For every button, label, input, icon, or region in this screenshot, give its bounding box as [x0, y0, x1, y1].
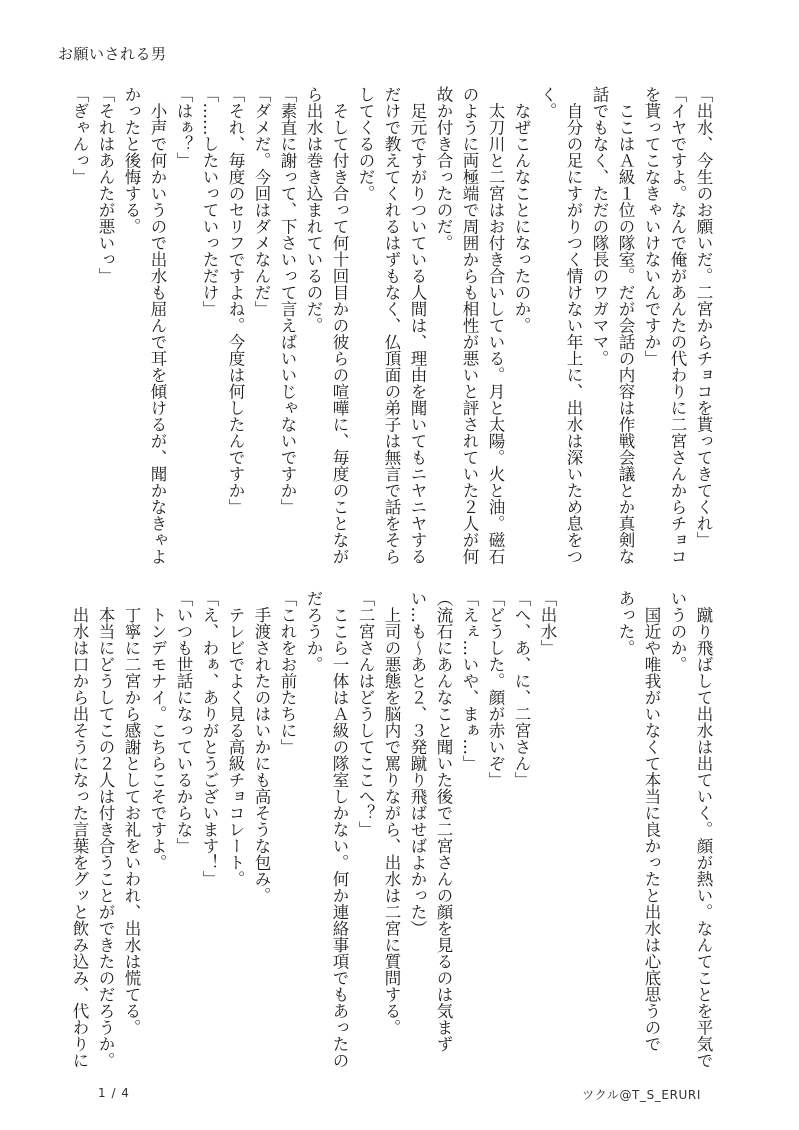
text-line: 「素直に謝って、下さいって言えばいいじゃないですか」 [278, 86, 297, 515]
text-line: かったと後悔する。 [122, 86, 141, 235]
lower-text-block [66, 590, 716, 1072]
text-line: だろうか。 [304, 590, 323, 673]
text-line: 「どうした。顔が赤いぞ」 [486, 590, 505, 788]
text-line: く。 [538, 86, 557, 119]
upper-text-block [66, 86, 716, 568]
text-line: 「え、わぁ、ありがとうございます！」 [200, 590, 219, 887]
text-line: 「出水、今生のお願いだ。二宮からチョコを貰ってきてくれ」 [694, 86, 713, 548]
author-credit: ツクル@T_S_ERURI [582, 1088, 701, 1102]
text-line: してくるのだ。 [356, 86, 375, 202]
text-line: 足元ですがりついている人間は、理由を聞いてもニヤニヤする [408, 86, 427, 565]
text-line: 上司の悪態を脳内で罵りながら、出水は二宮に質問する。 [382, 590, 401, 1036]
text-line: のように両極端で周囲からも相性が悪いと評されていた２人が何 [460, 86, 479, 565]
page-title: お願いされる男 [58, 45, 167, 63]
text-line: 丁寧に二宮から感謝としてお礼をいわれ、出水は慌てる。 [122, 590, 141, 1036]
page-number: 1 / 4 [98, 1086, 130, 1100]
text-line: いうのか。 [668, 590, 687, 673]
text-line: 手渡されたのはいかにも高そうな包み。 [252, 590, 271, 904]
text-line: そして付き合って何十回目かの彼らの喧嘩に、毎度のことなが [330, 86, 349, 565]
text-line: 蹴り飛ばして出水は出ていく。顔が熱い。なんてことを平気で [694, 590, 713, 1069]
text-line: ここはＡ級１位の隊室。だが会話の内容は作戦会議とか真剣な [616, 86, 635, 565]
text-line: 「ぎゃんっ」 [70, 86, 89, 185]
text-line: 「……したいっていっただけ」 [200, 86, 219, 317]
text-line: だけで教えてくれるはずもなく、仏頂面の弟子は無言で話をそら [382, 86, 401, 565]
text-line: 自分の足にすがりつく情けない年上に、出水は深いため息をつ [564, 86, 583, 565]
text-line: 「それはあんたが悪いっ」 [96, 86, 115, 284]
text-line: テレビでよく見る高級チョコレート。 [226, 590, 245, 887]
text-line: （流石にあんなこと聞いた後で二宮さんの顔を見るのは気まず [434, 590, 453, 1052]
text-line: 本当にどうしてこの２人は付き合うことができたのだろうか。 [96, 590, 115, 1069]
text-line: 「これをお前たちに」 [278, 590, 297, 755]
text-line: 小声で何かいうので出水も屈んで耳を傾けるが、聞かなきゃよ [148, 86, 167, 565]
text-line: い…も～あと２、３発蹴り飛ばせばよかった） [408, 590, 427, 937]
text-line: 「えぇ…いや、まぁ…」 [460, 590, 479, 772]
text-line: ら出水は巻き込まれているのだ。 [304, 86, 323, 334]
text-line: ここら一体はＡ級の隊室しかない。何か連絡事項でもあったの [330, 590, 349, 1069]
text-line: 出水は口から出そうになった言葉をグッと飲み込み、代わりに [70, 590, 89, 1069]
text-line: トンデモナイ。こちらこそですよ。 [148, 590, 167, 871]
text-line: あった。 [616, 590, 635, 656]
text-line: 太刀川と二宮はお付き合いしている。月と太陽。火と油。磁石 [486, 86, 505, 565]
text-line: 国近や唯我がいなくて本当に良かったと出水は心底思うので [642, 590, 661, 1052]
blank-line [560, 590, 586, 1072]
text-line: 話でもなく、ただの隊長のワガママ。 [590, 86, 609, 367]
text-line: を貰ってこなきゃいけないんですか」 [642, 86, 661, 367]
text-line: 「へ、あ、に、二宮さん」 [512, 590, 531, 788]
text-line: 「イヤですよ。なんで俺があんたの代わりに二宮さんからチョコ [668, 86, 687, 565]
text-line: 「二宮さんはどうしてここへ？」 [356, 590, 375, 838]
text-line: 「ダメだ。今回はダメなんだ」 [252, 86, 271, 317]
text-line: 「それ、毎度のセリフですよね。今度は何したんですか」 [226, 86, 245, 515]
text-line: 「はぁ？」 [174, 86, 193, 169]
text-line: 「出水」 [538, 590, 557, 656]
blank-line [586, 590, 612, 1072]
text-line: 故か付き合ったのだ。 [434, 86, 453, 251]
text-line: なぜこんなことになったのか。 [512, 86, 531, 334]
text-line: 「いつも世話になっているからな」 [174, 590, 193, 854]
